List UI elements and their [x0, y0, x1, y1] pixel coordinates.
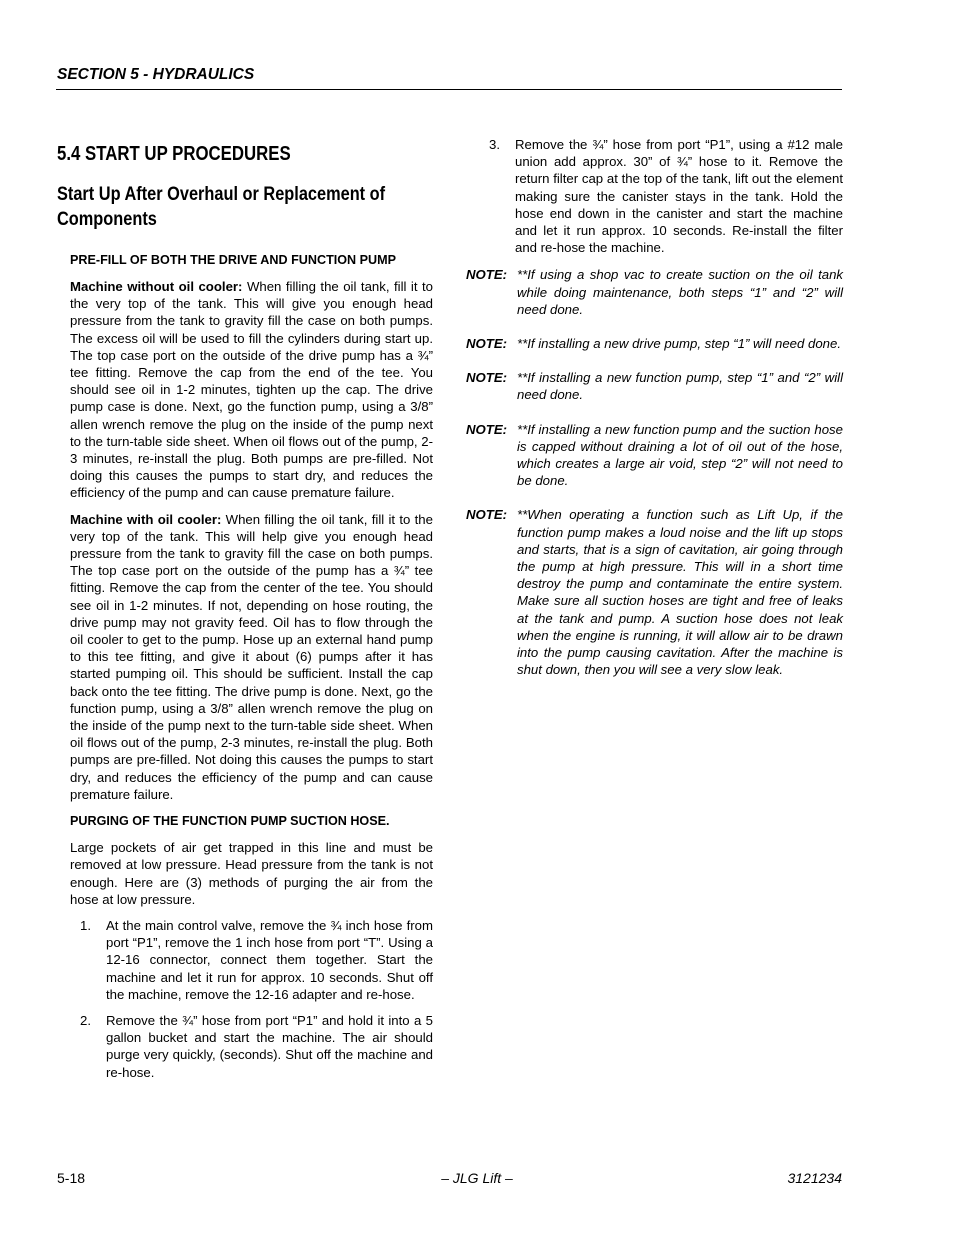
left-column	[57, 140, 433, 1081]
section-header: SECTION 5 - HYDRAULICS	[57, 66, 255, 83]
list-text: Remove the ¾” hose from port “P1” and hold it into a 5 gallon bucket and start the machine. The air should purge very quickly, (seconds). Shut off the machine and re-hose.	[106, 1012, 433, 1080]
footer-page-number: 5-18	[57, 1170, 86, 1186]
list-item	[479, 136, 843, 256]
list-item	[70, 917, 433, 1003]
note-label: NOTE:	[466, 507, 508, 523]
with-cooler-text: When filling the oil tank, fill it to the very top of the tank. This will help give you enough head pressure from the tank to gravity fill the case on both pumps. The top case port on the outside of the pump has a ¾” tee fitting. Remove the cap from the center of the tee. You should see oil in 1-2 minutes. If not, depending on hose routing, the drive pump may not gravity feed. Oil has to flow through the oil cooler to get to the pump. Hose up an external hand pump to this tee fitting, and give it about (6) pumps after it has started pumping oil. This should be sufficient. Install the cap back onto the tee fitting. The drive pump is done. Next, go the function pump, using a 3/8” allen wrench remove the plug on the inside of the pump next to the turn-table side sheet. When oil flows out of the pump, 2-3 minutes, re-install the plug. Both pumps are pre-filled. Not doing this causes the pumps to start dry, and reduces the efficiency of the pump and can cause premature failure.	[70, 511, 433, 802]
no-cooler-label: Machine without oil cooler:	[70, 279, 243, 294]
note-text: **If using a shop vac to create suction on the oil tank while doing maintenance, both steps “1” and “2” will need done.	[517, 267, 843, 317]
purge-intro: Large pockets of air get trapped in this line and must be removed at low pressure. Head pressure from the tank is not enough. Here are (3) methods of purging the air from the hose at low pressure.	[70, 840, 433, 907]
with-cooler-label: Machine with oil cooler:	[70, 511, 222, 527]
list-number: 2.	[80, 1012, 91, 1028]
note-text: **If installing a new function pump, step “1” and “2” will need done.	[517, 370, 843, 403]
list-number: 3.	[489, 137, 500, 152]
note-label: NOTE:	[466, 267, 508, 283]
note	[466, 266, 843, 318]
note-text: **If installing a new function pump and the suction hose is capped without draining a lot of oil out of the hose, which creates a large air void, step “2” will not need to be done.	[517, 421, 843, 489]
footer-center: – JLG Lift –	[441, 1170, 513, 1186]
list-item	[70, 1012, 433, 1081]
note-label: NOTE:	[466, 421, 508, 437]
note-label: NOTE:	[466, 370, 508, 386]
note-label: NOTE:	[466, 336, 508, 352]
list-text: Remove the ¾” hose from port “P1”, using a #12 male union add approx. 30” of ¾” hose to it. Remove the return filter cap at the top of the tank, lift out the element making sure the canister stays in the tank. Hold the hose end down in the canister and start the machine and let it run approx. 10 seconds. Re-install the filter and re-hose the machine.	[515, 137, 843, 256]
subsection-title: Start Up After Overhaul or Replacement of Components	[57, 184, 386, 230]
no-cooler-text: When filling the oil tank, fill it to the very top of the tank. This will give you enough head pressure from the tank to gravity fill the case on both pumps. The excess oil will be used to fill the cylinders during start up. The top case port on the outside of the drive pump has a ¾” tee fitting. Remove the cap from the end of the tee. You should see oil in 1-2 minutes, tighten up the cap. The drive pump case is done. Next, go the function pump, using a 3/8” allen wrench remove the plug on the inside of the pump next to the turn-table side sheet. When oil flows out of the pump, 2-3 minutes, re-install the plug. Both pumps are pre-filled. Not doing this causes the pumps to start dry, and reduces the efficiency of the pump and can cause premature failure.	[70, 279, 433, 501]
prefill-heading: PRE-FILL OF BOTH THE DRIVE AND FUNCTION PUMP	[70, 253, 397, 267]
note-text: **When operating a function such as Lift Up, if the function pump makes a loud noise and the lift up stops and starts, that is a sign of cavitation, air going through the pump at high pressure. This will in a short time destroy the pump and contaminate the entire system. Make sure all suction hoses are tight and free of leaks at the tank and pump. A suction hose does not leak when the engine is running, it will allow air to be drawn into the pump causing cavitation. After the machine is shut down, then you will see a very slow leak.	[517, 507, 843, 678]
note	[466, 335, 843, 352]
list-number: 1.	[80, 917, 91, 933]
purge-heading: PURGING OF THE FUNCTION PUMP SUCTION HOSE.	[70, 814, 390, 829]
note	[466, 506, 843, 678]
footer-doc-number: 3121234	[787, 1170, 842, 1186]
section-title: 5.4 START UP PROCEDURES	[57, 143, 291, 165]
with-cooler-paragraph	[70, 511, 433, 803]
list-text: At the main control valve, remove the ¾ inch hose from port “P1”, remove the 1 inch hose from port “T”. Using a 12-16 connector, connect them together. Start the machine and let it run for approx. 10 seconds. Shut off the machine, remove the 12-16 adapter and re-hose.	[106, 917, 433, 1002]
right-column	[466, 136, 843, 678]
header-rule	[56, 89, 842, 90]
note	[466, 369, 843, 403]
note	[466, 421, 843, 490]
note-text: **If installing a new drive pump, step “1” will need done.	[517, 336, 842, 352]
no-cooler-paragraph	[70, 278, 433, 502]
